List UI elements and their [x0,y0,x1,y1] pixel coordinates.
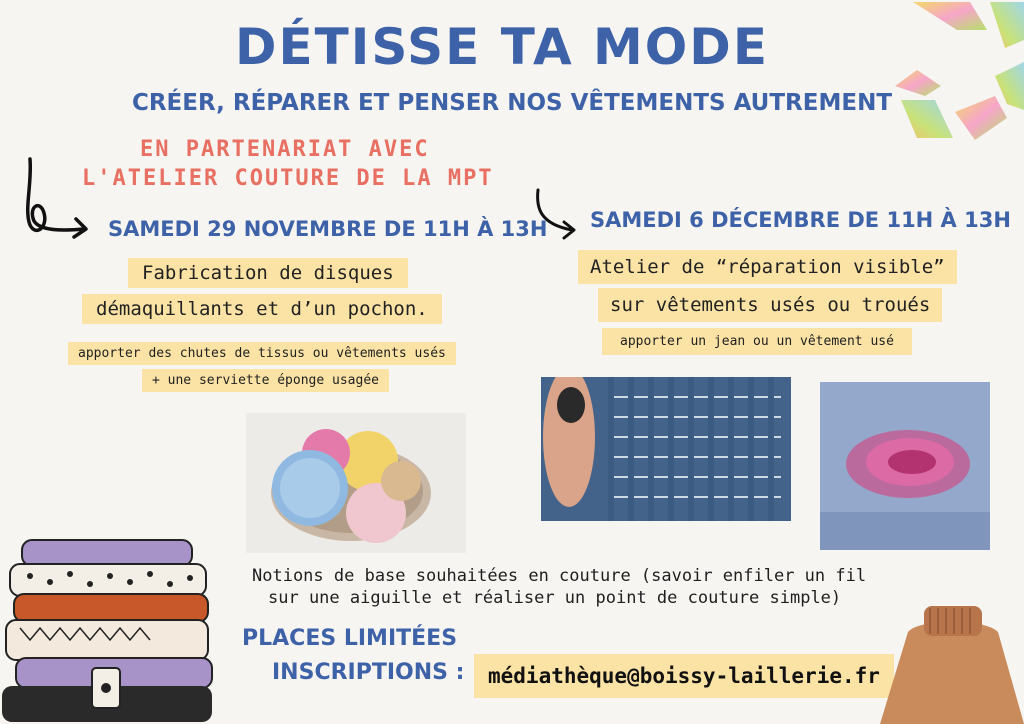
clothes-stack-illustration [0,538,222,724]
session1-activity-line2: démaquillants et d’un pochon. [82,294,442,324]
recycle-icon [895,0,1024,150]
sweater-illustration [880,598,1024,724]
notes-line2: sur une aiguille et réaliser un point de couture simple) [268,588,842,608]
session1-activity-line1: Fabrication de disques [128,258,408,288]
partner-line-1: EN PARTENARIAT AVEC [140,137,430,162]
inscriptions-label: INSCRIPTIONS : [272,660,465,685]
places-limitees: PLACES LIMITÉES [242,626,458,651]
contact-email[interactable]: médiathèque@boissy-laillerie.fr [474,654,894,698]
poster-subtitle: CRÉER, RÉPARER ET PENSER NOS VÊTEMENTS AUTREMENT [131,90,893,116]
photo-sashiko-denim [541,377,791,521]
partner-line-2: L'ATELIER COUTURE DE LA MPT [82,166,494,191]
session1-bring-line1: apporter des chutes de tissus ou vêtements usés [68,342,456,365]
photo-makeup-pads [246,413,466,553]
poster-title: DÉTISSE TA MODE [235,18,769,76]
session2-activity-line2: sur vêtements usés ou troués [598,288,942,322]
session1-bring-line2: + une serviette éponge usagée [142,369,389,392]
session1-date: SAMEDI 29 NOVEMBRE DE 11H À 13H [108,217,548,241]
session2-date: SAMEDI 6 DÉCEMBRE DE 11H À 13H [590,208,1011,232]
photo-embroidered-sweater [820,382,990,550]
notes-line1: Notions de base souhaitées en couture (savoir enfiler un fil [252,566,867,586]
curved-arrow-icon [22,155,102,240]
session2-activity-line1: Atelier de “réparation visible” [578,250,957,284]
session2-bring-line1: apporter un jean ou un vêtement usé [602,328,912,355]
